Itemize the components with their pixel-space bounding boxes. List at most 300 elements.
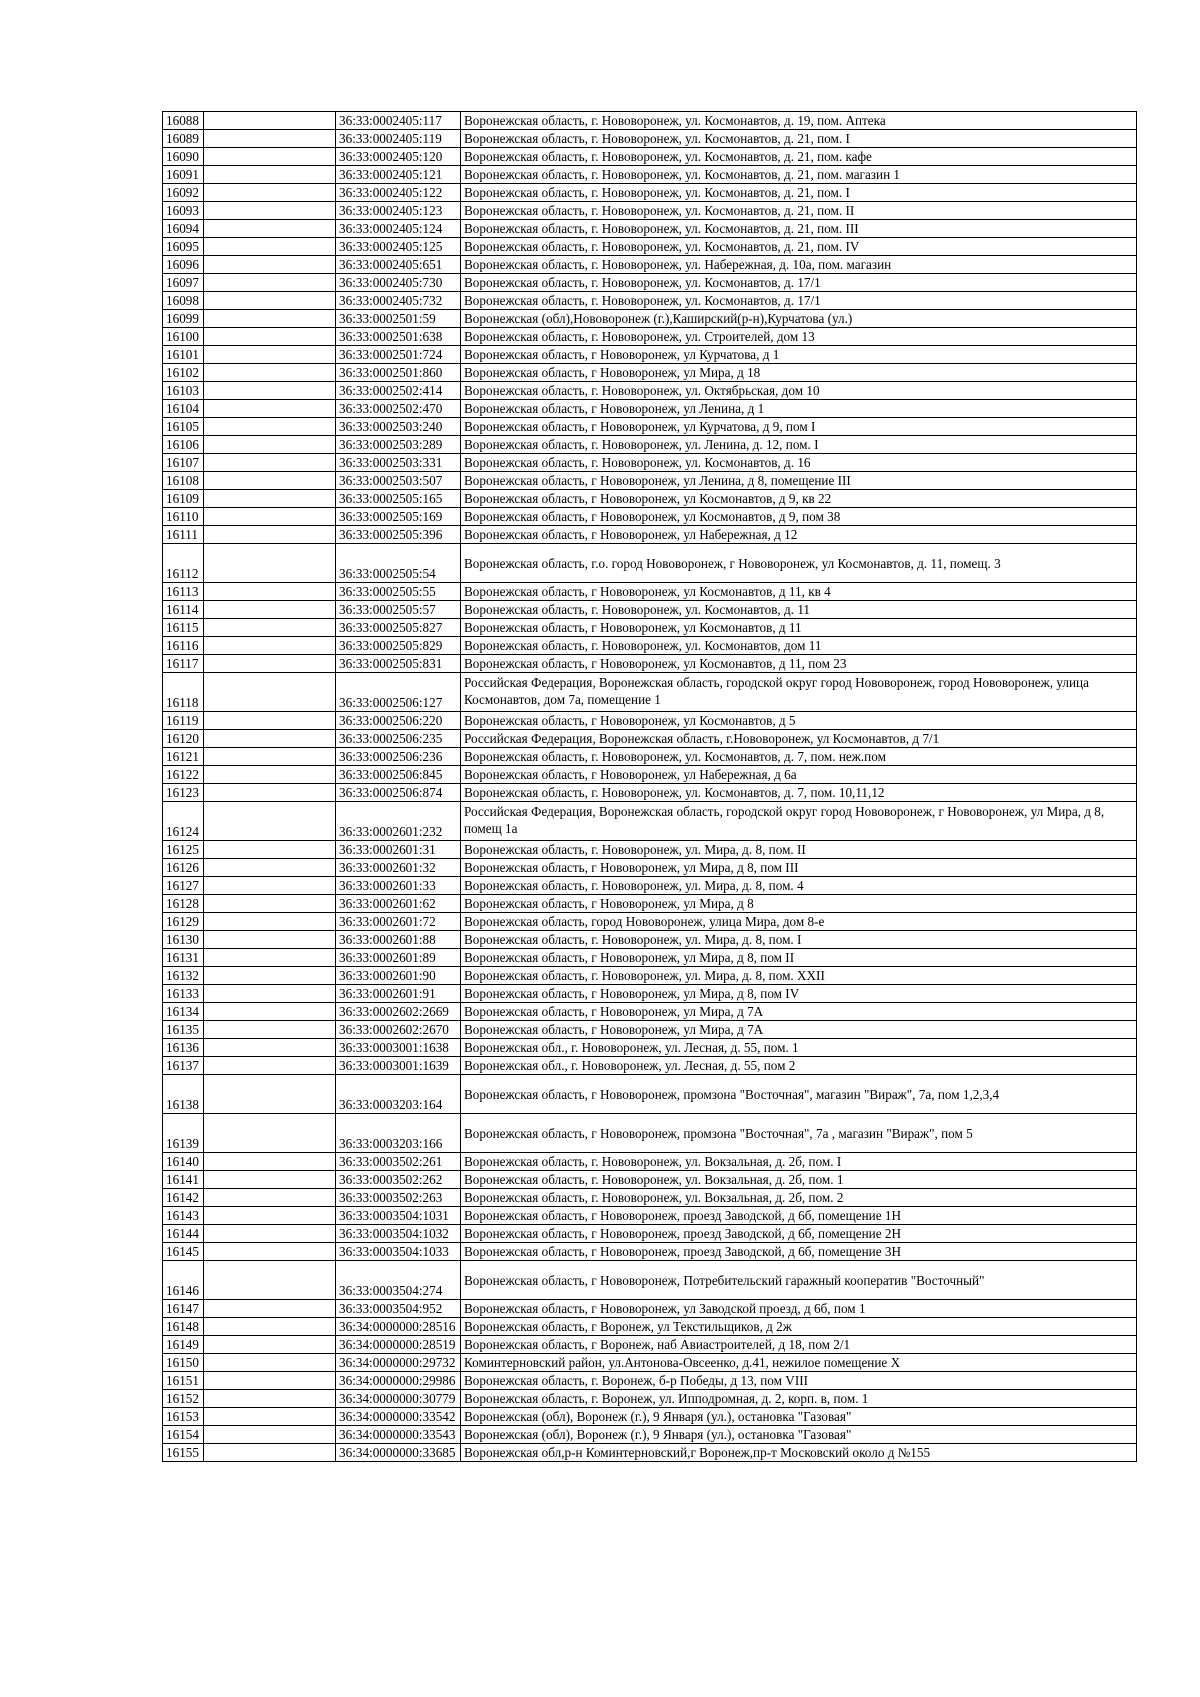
cadastral-number: 36:33:0002505:57 [336, 601, 461, 619]
address: Воронежская область, г. Нововоронеж, ул. Космонавтов, д. 21, пом. магазин 1 [461, 166, 1137, 184]
row-number: 16116 [163, 637, 204, 655]
cadastral-number: 36:33:0002405:124 [336, 220, 461, 238]
cadastral-number: 36:33:0002405:732 [336, 292, 461, 310]
table-row [163, 1021, 1137, 1039]
cadastral-number: 36:33:0002405:651 [336, 256, 461, 274]
address: Воронежская область, г. Нововоронеж, ул. Мира, д. 8, пом. XXII [461, 967, 1137, 985]
row-number: 16133 [163, 985, 204, 1003]
table-row [163, 1408, 1137, 1426]
address: Воронежская область, г Нововоронеж, промзона "Восточная", 7а , магазин "Вираж", пом 5 [461, 1114, 1137, 1153]
address: Воронежская область, г. Нововоронеж, ул. Вокзальная, д. 2б, пом. I [461, 1153, 1137, 1171]
table-row [163, 364, 1137, 382]
address: Воронежская область, г Воронеж, ул Текстильщиков, д 2ж [461, 1318, 1137, 1336]
cadastral-number: 36:33:0003502:262 [336, 1171, 461, 1189]
row-number: 16097 [163, 274, 204, 292]
cadastral-number: 36:33:0002503:507 [336, 472, 461, 490]
address: Воронежская область, г Нововоронеж, ул Мира, д 7А [461, 1003, 1137, 1021]
cadastral-number: 36:33:0002506:874 [336, 784, 461, 802]
table-row [163, 256, 1137, 274]
cadastral-number: 36:33:0003504:1031 [336, 1207, 461, 1225]
blank-cell [204, 601, 336, 619]
table-row [163, 637, 1137, 655]
blank-cell [204, 877, 336, 895]
table-row [163, 748, 1137, 766]
table-row [163, 310, 1137, 328]
cadastral-number: 36:33:0002506:127 [336, 673, 461, 712]
address: Воронежская область, г. Нововоронеж, ул. Космонавтов, д. 21, пом. IV [461, 238, 1137, 256]
row-number: 16098 [163, 292, 204, 310]
blank-cell [204, 220, 336, 238]
blank-cell [204, 130, 336, 148]
blank-cell [204, 859, 336, 877]
address: Воронежская область, г Нововоронеж, ул Космонавтов, д 5 [461, 712, 1137, 730]
blank-cell [204, 112, 336, 130]
table-row [163, 238, 1137, 256]
row-number: 16141 [163, 1171, 204, 1189]
table-row [163, 949, 1137, 967]
cadastral-number: 36:33:0002601:62 [336, 895, 461, 913]
cadastral-number: 36:33:0002405:122 [336, 184, 461, 202]
cadastral-number: 36:33:0002505:831 [336, 655, 461, 673]
blank-cell [204, 346, 336, 364]
address: Воронежская область, г. Нововоронеж, ул. Вокзальная, д. 2б, пом. 1 [461, 1171, 1137, 1189]
table-body [163, 112, 1137, 1462]
row-number: 16113 [163, 583, 204, 601]
row-number: 16147 [163, 1300, 204, 1318]
row-number: 16093 [163, 202, 204, 220]
row-number: 16155 [163, 1444, 204, 1462]
cadastral-number: 36:34:0000000:30779 [336, 1390, 461, 1408]
blank-cell [204, 1021, 336, 1039]
address: Воронежская область, г. Воронеж, ул. Ипподромная, д. 2, корп. в, пом. 1 [461, 1390, 1137, 1408]
blank-cell [204, 1003, 336, 1021]
row-number: 16140 [163, 1153, 204, 1171]
cadastral-number: 36:33:0002405:123 [336, 202, 461, 220]
row-number: 16145 [163, 1243, 204, 1261]
address: Воронежская область, г. Нововоронеж, ул. Космонавтов, д. 11 [461, 601, 1137, 619]
cadastral-number: 36:34:0000000:28519 [336, 1336, 461, 1354]
address: Российская Федерация, Воронежская область, городской округ город Нововоронеж, г Нововоронеж, ул Мира, д 8, помещ 1а [461, 802, 1137, 841]
table-row [163, 1261, 1137, 1300]
table-row [163, 400, 1137, 418]
blank-cell [204, 712, 336, 730]
table-row [163, 472, 1137, 490]
cadastral-number: 36:33:0002506:235 [336, 730, 461, 748]
table-row [163, 202, 1137, 220]
blank-cell [204, 895, 336, 913]
address: Воронежская область, г Нововоронеж, ул Космонавтов, д 11, пом 23 [461, 655, 1137, 673]
row-number: 16150 [163, 1354, 204, 1372]
row-number: 16100 [163, 328, 204, 346]
address: Коминтерновский район, ул.Антонова-Овсеенко, д.41, нежилое помещение Х [461, 1354, 1137, 1372]
row-number: 16134 [163, 1003, 204, 1021]
cadastral-number: 36:33:0002405:121 [336, 166, 461, 184]
address: Воронежская область, г Нововоронеж, ул Курчатова, д 1 [461, 346, 1137, 364]
cadastral-number: 36:34:0000000:33685 [336, 1444, 461, 1462]
blank-cell [204, 292, 336, 310]
row-number: 16103 [163, 382, 204, 400]
address: Воронежская область, г Нововоронеж, ул Ленина, д 8, помещение III [461, 472, 1137, 490]
table-row [163, 274, 1137, 292]
blank-cell [204, 637, 336, 655]
cadastral-number: 36:33:0002501:724 [336, 346, 461, 364]
cadastral-number: 36:33:0002503:289 [336, 436, 461, 454]
property-table [162, 111, 1137, 1462]
address: Воронежская область, город Нововоронеж, улица Мира, дом 8-е [461, 913, 1137, 931]
blank-cell [204, 1171, 336, 1189]
cadastral-number: 36:33:0003504:274 [336, 1261, 461, 1300]
table-row [163, 583, 1137, 601]
table-row [163, 619, 1137, 637]
blank-cell [204, 913, 336, 931]
cadastral-number: 36:33:0002601:31 [336, 841, 461, 859]
blank-cell [204, 1039, 336, 1057]
blank-cell [204, 526, 336, 544]
blank-cell [204, 418, 336, 436]
cadastral-number: 36:33:0002601:91 [336, 985, 461, 1003]
row-number: 16089 [163, 130, 204, 148]
address: Воронежская обл,р-н Коминтерновский,г Воронеж,пр-т Московский около д №155 [461, 1444, 1137, 1462]
cadastral-number: 36:33:0003502:263 [336, 1189, 461, 1207]
blank-cell [204, 1207, 336, 1225]
blank-cell [204, 802, 336, 841]
row-number: 16092 [163, 184, 204, 202]
cadastral-number: 36:33:0003001:1639 [336, 1057, 461, 1075]
cadastral-number: 36:33:0002505:827 [336, 619, 461, 637]
table-row [163, 985, 1137, 1003]
row-number: 16090 [163, 148, 204, 166]
cadastral-number: 36:33:0003502:261 [336, 1153, 461, 1171]
blank-cell [204, 1225, 336, 1243]
table-row [163, 1243, 1137, 1261]
blank-cell [204, 748, 336, 766]
table-row [163, 526, 1137, 544]
cadastral-number: 36:34:0000000:29732 [336, 1354, 461, 1372]
address: Воронежская область, г. Нововоронеж, ул. Ленина, д. 12, пом. I [461, 436, 1137, 454]
cadastral-number: 36:33:0002405:120 [336, 148, 461, 166]
address: Воронежская область, г Нововоронеж, ул Космонавтов, д 9, пом 38 [461, 508, 1137, 526]
cadastral-number: 36:33:0002505:396 [336, 526, 461, 544]
cadastral-number: 36:33:0003203:164 [336, 1075, 461, 1114]
blank-cell [204, 931, 336, 949]
row-number: 16135 [163, 1021, 204, 1039]
address: Воронежская область, г Нововоронеж, ул Набережная, д 6а [461, 766, 1137, 784]
address: Воронежская область, г Нововоронеж, ул Мира, д 18 [461, 364, 1137, 382]
address: Воронежская область, г. Нововоронеж, ул. Космонавтов, д. 21, пом. I [461, 184, 1137, 202]
cadastral-number: 36:33:0002601:232 [336, 802, 461, 841]
table-row [163, 382, 1137, 400]
address: Воронежская область, г. Нововоронеж, ул. Космонавтов, д. 17/1 [461, 274, 1137, 292]
cadastral-number: 36:33:0002405:125 [336, 238, 461, 256]
cadastral-number: 36:33:0002505:829 [336, 637, 461, 655]
row-number: 16143 [163, 1207, 204, 1225]
row-number: 16124 [163, 802, 204, 841]
row-number: 16119 [163, 712, 204, 730]
address: Российская Федерация, Воронежская область, городской округ город Нововоронеж, город Нововоронеж, улица Космонавтов, дом 7а, помещение 1 [461, 673, 1137, 712]
table-row [163, 1336, 1137, 1354]
blank-cell [204, 967, 336, 985]
table-row [163, 454, 1137, 472]
table-row [163, 895, 1137, 913]
table-row [163, 508, 1137, 526]
address: Воронежская область, г. Нововоронеж, ул. Космонавтов, д. 17/1 [461, 292, 1137, 310]
address: Воронежская область, г. Нововоронеж, ул. Октябрьская, дом 10 [461, 382, 1137, 400]
address: Воронежская область, г Нововоронеж, проезд Заводской, д 6б, помещение 2Н [461, 1225, 1137, 1243]
row-number: 16101 [163, 346, 204, 364]
row-number: 16144 [163, 1225, 204, 1243]
table-row [163, 220, 1137, 238]
table-row [163, 490, 1137, 508]
blank-cell [204, 1075, 336, 1114]
blank-cell [204, 1300, 336, 1318]
blank-cell [204, 436, 336, 454]
row-number: 16095 [163, 238, 204, 256]
table-row [163, 166, 1137, 184]
blank-cell [204, 1318, 336, 1336]
row-number: 16121 [163, 748, 204, 766]
row-number: 16094 [163, 220, 204, 238]
table-row [163, 913, 1137, 931]
address: Воронежская обл., г. Нововоронеж, ул. Лесная, д. 55, пом. 1 [461, 1039, 1137, 1057]
table-row [163, 1207, 1137, 1225]
table-row [163, 730, 1137, 748]
blank-cell [204, 949, 336, 967]
table-row [163, 1318, 1137, 1336]
row-number: 16142 [163, 1189, 204, 1207]
table-row [163, 1039, 1137, 1057]
blank-cell [204, 1408, 336, 1426]
address: Воронежская область, г Нововоронеж, ул Космонавтов, д 9, кв 22 [461, 490, 1137, 508]
address: Воронежская (обл), Воронеж (г.), 9 Января (ул.), остановка "Газовая" [461, 1426, 1137, 1444]
table-row [163, 1300, 1137, 1318]
cadastral-number: 36:33:0002601:72 [336, 913, 461, 931]
row-number: 16126 [163, 859, 204, 877]
blank-cell [204, 784, 336, 802]
cadastral-number: 36:33:0003203:166 [336, 1114, 461, 1153]
table-row [163, 1003, 1137, 1021]
address: Воронежская область, г. Нововоронеж, ул. Космонавтов, д. 21, пом. II [461, 202, 1137, 220]
address: Воронежская область, г Нововоронеж, ул Мира, д 8, пом II [461, 949, 1137, 967]
address: Воронежская область, г Нововоронеж, ул Ленина, д 1 [461, 400, 1137, 418]
blank-cell [204, 1153, 336, 1171]
blank-cell [204, 985, 336, 1003]
table-row [163, 1153, 1137, 1171]
address: Воронежская область, г. Нововоронеж, ул. Набережная, д. 10а, пом. магазин [461, 256, 1137, 274]
table-row [163, 877, 1137, 895]
row-number: 16151 [163, 1372, 204, 1390]
address: Воронежская область, г Нововоронеж, ул Заводской проезд, д 6б, пом 1 [461, 1300, 1137, 1318]
blank-cell [204, 256, 336, 274]
cadastral-number: 36:34:0000000:28516 [336, 1318, 461, 1336]
blank-cell [204, 274, 336, 292]
cadastral-number: 36:33:0002601:32 [336, 859, 461, 877]
cadastral-number: 36:33:0002503:240 [336, 418, 461, 436]
table-row [163, 184, 1137, 202]
row-number: 16102 [163, 364, 204, 382]
cadastral-number: 36:33:0003504:1032 [336, 1225, 461, 1243]
row-number: 16136 [163, 1039, 204, 1057]
blank-cell [204, 1243, 336, 1261]
table-row [163, 1075, 1137, 1114]
blank-cell [204, 184, 336, 202]
blank-cell [204, 583, 336, 601]
table-row [163, 655, 1137, 673]
table-row [163, 112, 1137, 130]
row-number: 16137 [163, 1057, 204, 1075]
table-row [163, 802, 1137, 841]
cadastral-number: 36:33:0002506:236 [336, 748, 461, 766]
address: Воронежская обл., г. Нововоронеж, ул. Лесная, д. 55, пом 2 [461, 1057, 1137, 1075]
row-number: 16127 [163, 877, 204, 895]
blank-cell [204, 328, 336, 346]
table-row [163, 418, 1137, 436]
address: Воронежская область, г Нововоронеж, Потребительский гаражный кооператив "Восточный" [461, 1261, 1137, 1300]
row-number: 16132 [163, 967, 204, 985]
table-row [163, 436, 1137, 454]
blank-cell [204, 544, 336, 583]
cadastral-number: 36:33:0002501:59 [336, 310, 461, 328]
row-number: 16120 [163, 730, 204, 748]
address: Воронежская область, г. Нововоронеж, ул. Космонавтов, д. 7, пом. 10,11,12 [461, 784, 1137, 802]
address: Воронежская область, г. Нововоронеж, ул. Космонавтов, д. 21, пом. I [461, 130, 1137, 148]
blank-cell [204, 1372, 336, 1390]
row-number: 16115 [163, 619, 204, 637]
address: Воронежская область, г. Нововоронеж, ул. Мира, д. 8, пом. 4 [461, 877, 1137, 895]
address: Воронежская область, г Нововоронеж, проезд Заводской, д 6б, помещение 3Н [461, 1243, 1137, 1261]
cadastral-number: 36:33:0002602:2669 [336, 1003, 461, 1021]
blank-cell [204, 400, 336, 418]
table-row [163, 292, 1137, 310]
address: Воронежская область, г Воронеж, наб Авиастроителей, д 18, пом 2/1 [461, 1336, 1137, 1354]
address: Российская Федерация, Воронежская область, г.Нововоронеж, ул Космонавтов, д 7/1 [461, 730, 1137, 748]
row-number: 16122 [163, 766, 204, 784]
cadastral-number: 36:33:0002506:220 [336, 712, 461, 730]
row-number: 16117 [163, 655, 204, 673]
cadastral-number: 36:33:0002601:90 [336, 967, 461, 985]
table-row [163, 1390, 1137, 1408]
blank-cell [204, 364, 336, 382]
table-row [163, 1354, 1137, 1372]
blank-cell [204, 310, 336, 328]
cadastral-number: 36:34:0000000:33542 [336, 1408, 461, 1426]
blank-cell [204, 166, 336, 184]
address: Воронежская область, г. Нововоронеж, ул. Космонавтов, д. 16 [461, 454, 1137, 472]
blank-cell [204, 490, 336, 508]
address: Воронежская область, г Нововоронеж, ул Набережная, д 12 [461, 526, 1137, 544]
address: Воронежская область, г. Нововоронеж, ул. Космонавтов, д. 21, пом. кафе [461, 148, 1137, 166]
row-number: 16111 [163, 526, 204, 544]
row-number: 16114 [163, 601, 204, 619]
row-number: 16091 [163, 166, 204, 184]
address: Воронежская область, г Нововоронеж, проезд Заводской, д 6б, помещение 1Н [461, 1207, 1137, 1225]
blank-cell [204, 1390, 336, 1408]
row-number: 16096 [163, 256, 204, 274]
blank-cell [204, 673, 336, 712]
cadastral-number: 36:33:0002501:860 [336, 364, 461, 382]
table-row [163, 784, 1137, 802]
table-row [163, 859, 1137, 877]
row-number: 16138 [163, 1075, 204, 1114]
row-number: 16131 [163, 949, 204, 967]
row-number: 16152 [163, 1390, 204, 1408]
blank-cell [204, 454, 336, 472]
cadastral-number: 36:33:0002505:165 [336, 490, 461, 508]
blank-cell [204, 472, 336, 490]
cadastral-number: 36:33:0002601:33 [336, 877, 461, 895]
row-number: 16123 [163, 784, 204, 802]
blank-cell [204, 1114, 336, 1153]
table-row [163, 346, 1137, 364]
address: Воронежская область, г. Нововоронеж, ул. Космонавтов, д. 19, пом. Аптека [461, 112, 1137, 130]
address: Воронежская область, г Нововоронеж, промзона "Восточная", магазин "Вираж", 7а, пом 1,2,3,4 [461, 1075, 1137, 1114]
row-number: 16099 [163, 310, 204, 328]
cadastral-number: 36:33:0002602:2670 [336, 1021, 461, 1039]
blank-cell [204, 841, 336, 859]
row-number: 16130 [163, 931, 204, 949]
cadastral-number: 36:33:0002405:730 [336, 274, 461, 292]
row-number: 16139 [163, 1114, 204, 1153]
row-number: 16109 [163, 490, 204, 508]
cadastral-number: 36:33:0003504:1033 [336, 1243, 461, 1261]
row-number: 16088 [163, 112, 204, 130]
row-number: 16110 [163, 508, 204, 526]
cadastral-number: 36:33:0002506:845 [336, 766, 461, 784]
table-row [163, 1444, 1137, 1462]
address: Воронежская область, г.о. город Нововоронеж, г Нововоронеж, ул Космонавтов, д. 11, помещ. 3 [461, 544, 1137, 583]
table-row [163, 1426, 1137, 1444]
address: Воронежская область, г Нововоронеж, ул Космонавтов, д 11 [461, 619, 1137, 637]
table-row [163, 712, 1137, 730]
table-row [163, 841, 1137, 859]
blank-cell [204, 766, 336, 784]
address: Воронежская область, г. Воронеж, б-р Победы, д 13, пом VIII [461, 1372, 1137, 1390]
blank-cell [204, 1336, 336, 1354]
address: Воронежская область, г. Нововоронеж, ул. Космонавтов, дом 11 [461, 637, 1137, 655]
row-number: 16128 [163, 895, 204, 913]
address: Воронежская область, г. Нововоронеж, ул. Вокзальная, д. 2б, пом. 2 [461, 1189, 1137, 1207]
blank-cell [204, 1189, 336, 1207]
blank-cell [204, 619, 336, 637]
table-row [163, 130, 1137, 148]
address: Воронежская область, г Нововоронеж, ул Курчатова, д 9, пом I [461, 418, 1137, 436]
cadastral-number: 36:33:0002601:88 [336, 931, 461, 949]
row-number: 16105 [163, 418, 204, 436]
table-row [163, 931, 1137, 949]
blank-cell [204, 202, 336, 220]
blank-cell [204, 655, 336, 673]
blank-cell [204, 238, 336, 256]
row-number: 16146 [163, 1261, 204, 1300]
address: Воронежская (обл),Нововоронеж (г.),Каширский(р-н),Курчатова (ул.) [461, 310, 1137, 328]
cadastral-number: 36:33:0003001:1638 [336, 1039, 461, 1057]
row-number: 16125 [163, 841, 204, 859]
row-number: 16106 [163, 436, 204, 454]
table-row [163, 328, 1137, 346]
row-number: 16112 [163, 544, 204, 583]
address: Воронежская область, г. Нововоронеж, ул. Космонавтов, д. 7, пом. неж.пом [461, 748, 1137, 766]
row-number: 16148 [163, 1318, 204, 1336]
blank-cell [204, 1057, 336, 1075]
cadastral-number: 36:33:0002503:331 [336, 454, 461, 472]
cadastral-number: 36:33:0002502:414 [336, 382, 461, 400]
row-number: 16149 [163, 1336, 204, 1354]
row-number: 16108 [163, 472, 204, 490]
cadastral-number: 36:34:0000000:33543 [336, 1426, 461, 1444]
cadastral-number: 36:33:0002501:638 [336, 328, 461, 346]
blank-cell [204, 1444, 336, 1462]
cadastral-number: 36:33:0003504:952 [336, 1300, 461, 1318]
address: Воронежская область, г. Нововоронеж, ул. Космонавтов, д. 21, пом. III [461, 220, 1137, 238]
